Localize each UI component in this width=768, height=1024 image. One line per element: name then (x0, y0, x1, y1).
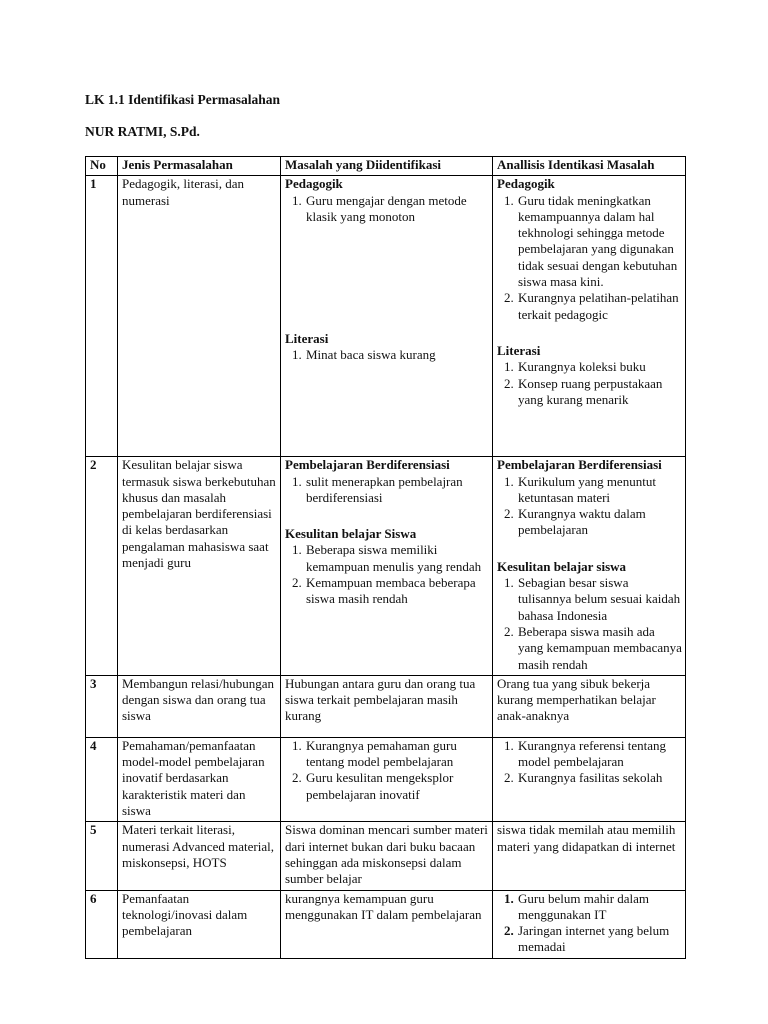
section-title: Pembelajaran Berdiferensiasi (497, 457, 662, 473)
section-title: Kesulitan belajar Siswa (285, 526, 417, 542)
row-no: 4 (86, 737, 118, 821)
list-item: 2. Kurangnya waktu dalam pembelajaran (517, 506, 682, 539)
numbered-list (497, 891, 682, 956)
list-item: 1. Kurangnya koleksi buku (517, 359, 682, 375)
list-item: 2. Kurangnya fasilitas sekolah (517, 770, 682, 786)
section-title: Literasi (285, 331, 329, 347)
list-item: 1. Kurangnya referensi tentang model pembelajaran (517, 738, 682, 771)
list-item: 2. Konsep ruang perpustakaan yang kurang menarik (517, 376, 682, 409)
row-no: 1 (86, 176, 118, 457)
numbered-list (497, 359, 682, 408)
document-author: NUR RATMI, S.Pd. (85, 124, 200, 139)
row-analisis: siswa tidak memilah atau memilih materi yang didapatkan di internet (493, 822, 686, 890)
list-item: 1. Kurangnya pemahaman guru tentang model pembelajaran (305, 738, 489, 771)
problem-identification-table (85, 156, 686, 959)
row-jenis: Pemanfaatan teknologi/inovasi dalam pembelajaran (118, 890, 281, 958)
table-row (86, 176, 686, 457)
list-item: 1. sulit menerapkan pembelajran berdiferensiasi (305, 474, 489, 507)
list-item: 1. Sebagian besar siswa tulisannya belum sesuai kaidah bahasa Indonesia (517, 575, 682, 624)
row-masalah: Siswa dominan mencari sumber materi dari internet bukan dari buku bacaan sehinggan ada miskonsepsi dalam sumber belajar (281, 822, 493, 890)
list-item: 1. Beberapa siswa memiliki kemampuan menulis yang rendah (305, 542, 489, 575)
list-item: 1. Minat baca siswa kurang (305, 347, 489, 363)
numbered-list (285, 738, 489, 803)
header-analisis: Anallisis Identikasi Masalah (493, 157, 686, 176)
row-analisis (493, 176, 686, 457)
row-analisis: Orang tua yang sibuk bekerja kurang memperhatikan belajar anak-anaknya (493, 675, 686, 737)
row-jenis: Pemahaman/pemanfaatan model-model pembelajaran inovatif berdasarkan karakteristik materi dan siswa (118, 737, 281, 821)
numbered-list (285, 347, 489, 363)
list-item: 2. Jaringan internet yang belum memadai (517, 923, 682, 956)
section-title: Kesulitan belajar siswa (497, 558, 627, 574)
section-title: Pembelajaran Berdiferensiasi (285, 457, 450, 473)
section-title: Literasi (497, 342, 541, 358)
row-jenis: Kesulitan belajar siswa termasuk siswa berkebutuhan khusus dan masalah pembelajaran berdiferensiasi di kelas berdasarkan pengalaman mahasiswa saat menjadi guru (118, 457, 281, 676)
numbered-list (285, 193, 489, 226)
table-header-row (86, 157, 686, 176)
section-title: Pedagogik (285, 176, 343, 192)
row-analisis (493, 890, 686, 958)
list-item: 2. Kurangnya pelatihan-pelatihan terkait pedagogic (517, 290, 682, 323)
list-item: 1. Kurikulum yang menuntut ketuntasan materi (517, 474, 682, 507)
list-item: 2. Beberapa siswa masih ada yang kemampuan membacanya masih rendah (517, 624, 682, 673)
row-masalah (281, 457, 493, 676)
list-item: 1. Guru tidak meningkatkan kemampuannya dalam hal tekhnologi sehingga metode pembelajaran yang digunakan tidak sesuai dengan kebutuhan siswa masa kini. (517, 193, 682, 291)
row-jenis: Pedagogik, literasi, dan numerasi (118, 176, 281, 457)
table-row (86, 890, 686, 958)
numbered-list (285, 474, 489, 507)
numbered-list (497, 474, 682, 539)
numbered-list (497, 738, 682, 787)
row-analisis (493, 457, 686, 676)
numbered-list (497, 193, 682, 323)
row-masalah (281, 176, 493, 457)
header-masalah: Masalah yang Diidentifikasi (281, 157, 493, 176)
numbered-list (285, 542, 489, 607)
header-jenis: Jenis Permasalahan (118, 157, 281, 176)
table-row (86, 457, 686, 676)
table-row (86, 675, 686, 737)
row-no: 6 (86, 890, 118, 958)
list-item: 1. Guru belum mahir dalam menggunakan IT (517, 891, 682, 924)
row-masalah: kurangnya kemampuan guru menggunakan IT dalam pembelajaran (281, 890, 493, 958)
row-jenis: Membangun relasi/hubungan dengan siswa dan orang tua siswa (118, 675, 281, 737)
header-no: No (86, 157, 118, 176)
document-title: LK 1.1 Identifikasi Permasalahan (85, 92, 281, 107)
row-no: 2 (86, 457, 118, 676)
row-jenis: Materi terkait literasi, numerasi Advanced material, miskonsepsi, HOTS (118, 822, 281, 890)
section-title: Pedagogik (497, 176, 555, 192)
row-no: 5 (86, 822, 118, 890)
list-item: 1. Guru mengajar dengan metode klasik yang monoton (305, 193, 489, 226)
row-masalah: Hubungan antara guru dan orang tua siswa terkait pembelajaran masih kurang (281, 675, 493, 737)
numbered-list (497, 575, 682, 673)
table-row (86, 822, 686, 890)
list-item: 2. Guru kesulitan mengeksplor pembelajaran inovatif (305, 770, 489, 803)
list-item: 2. Kemampuan membaca beberapa siswa masih rendah (305, 575, 489, 608)
table-row (86, 737, 686, 821)
row-no: 3 (86, 675, 118, 737)
row-masalah (281, 737, 493, 821)
row-analisis (493, 737, 686, 821)
